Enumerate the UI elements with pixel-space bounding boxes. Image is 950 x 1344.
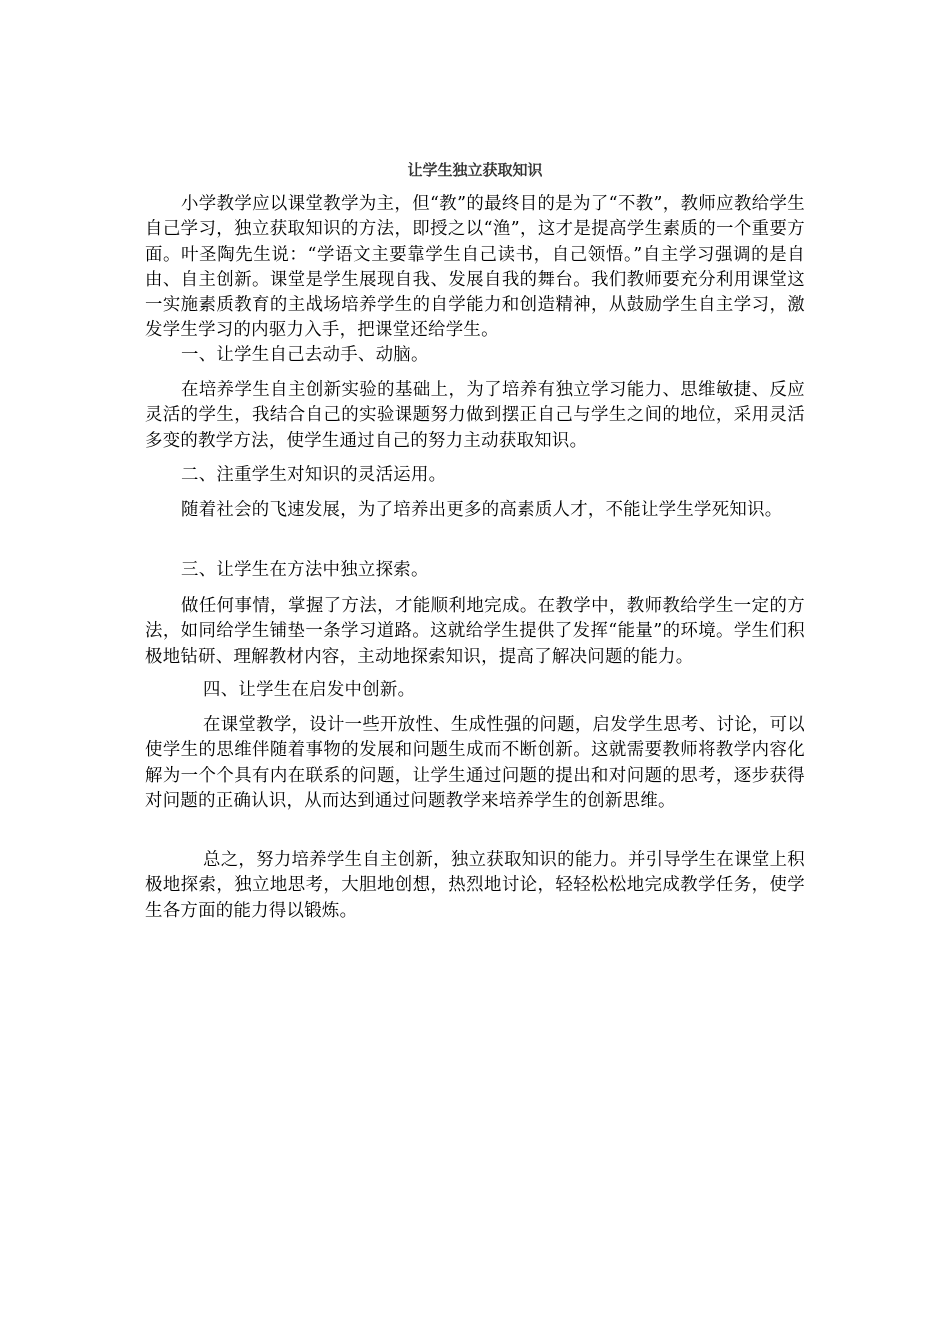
intro-text: 小学教学应以课堂教学为主，但“教”的最终目的是为了“不教”，教师应教给学生自己学习，独立获取知识的方法，即授之以“渔”，这才是提高学生素质的一个重要方面。叶圣陶先生说：“学语文主要靠学生自己读书，自己领悟。”自主学习强调的是自由、自主创新。课堂是学生展现自我、发展自我的舞台。我们教师要充分利用课堂这一实施素质教育的主战场培养学生的自学能力和创造精神，从鼓励学生自主学习，激发学生学习的内驱力入手，把课堂还给学生。 [145,194,805,341]
section3-text: 做任何事情，掌握了方法，才能顺利地完成。在教学中，教师教给学生一定的方法，如同给学生铺垫一条学习道路。这就给学生提供了发挥“能量”的环境。学生们积极地钻研、理解教材内容，主动地探索知识，提高了解决问题的能力。 [145,596,805,667]
section3-heading-block [145,558,805,583]
document-title: 让学生独立获取知识 [407,161,543,179]
conclusion-paragraph [145,848,805,924]
section2-text: 随着社会的飞速发展，为了培养出更多的高素质人才，不能让学生学死知识。 [181,500,783,520]
intro-paragraph [145,192,805,344]
section1-heading-block [145,343,805,368]
section1-heading: 一、让学生自己去动手、动脑。 [181,345,429,365]
section2-heading: 二、注重学生对知识的灵活运用。 [181,465,447,485]
section3-heading: 三、让学生在方法中独立探索。 [181,560,429,580]
section4-paragraph [145,713,805,814]
section3-paragraph [145,594,805,670]
section2-paragraph [145,498,805,523]
section1-text: 在培养学生自主创新实验的基础上，为了培养有独立学习能力、思维敏捷、反应灵活的学生，我结合自己的实验课题努力做到摆正自己与学生之间的地位，采用灵活多变的教学方法，使学生通过自己的努力主动获取知识。 [145,380,805,451]
conclusion-text: 总之，努力培养学生自主创新，独立获取知识的能力。并引导学生在课堂上积极地探索，独立地思考，大胆地创想，热烈地讨论，轻轻松松地完成教学任务，使学生各方面的能力得以锻炼。 [145,850,805,921]
section4-heading: 四、让学生在启发中创新。 [203,680,416,700]
section4-heading-block [145,678,805,703]
section1-paragraph [145,378,805,454]
section2-heading-block [145,463,805,488]
section4-text: 在课堂教学，设计一些开放性、生成性强的问题，启发学生思考、讨论，可以使学生的思维伴随着事物的发展和问题生成而不断创新。这就需要教师将教学内容化解为一个个具有内在联系的问题，让学生通过问题的提出和对问题的思考，逐步获得对问题的正确认识，从而达到通过问题教学来培养学生的创新思维。 [145,715,805,811]
